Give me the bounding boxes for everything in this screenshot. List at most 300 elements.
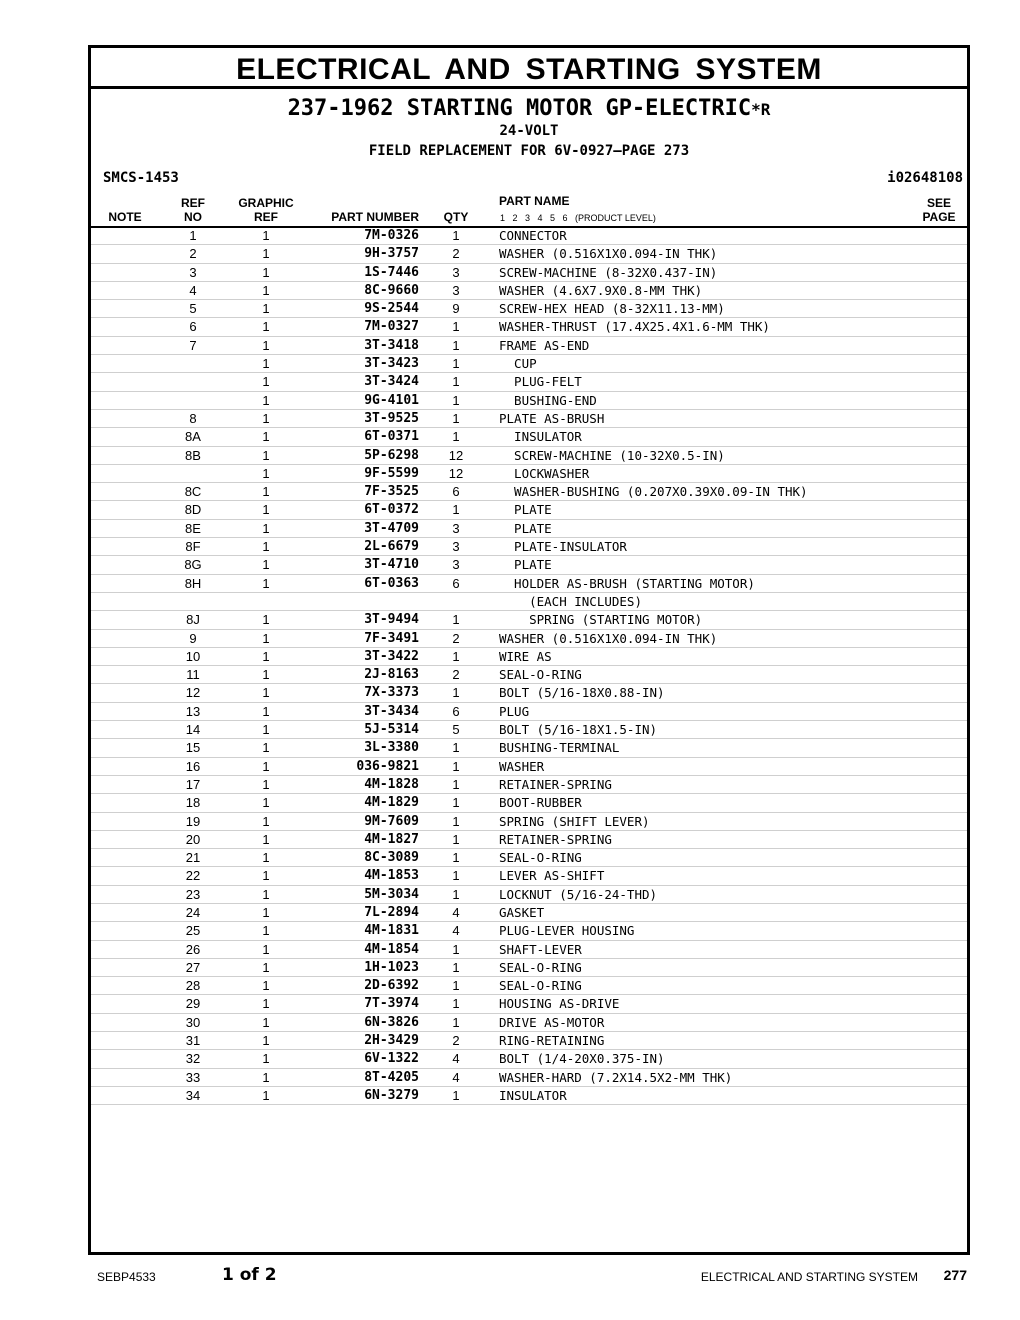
table-row [91, 977, 967, 995]
graphic-ref-cell: 1 [262, 539, 270, 555]
table-row [91, 813, 967, 831]
part-name-cell: PLATE [499, 520, 552, 536]
col-part-name: PART NAME [499, 194, 570, 208]
part-number-cell: 5M-3034 [364, 886, 419, 902]
footer-page-number: 277 [943, 1267, 967, 1283]
part-number-cell: 3T-4709 [364, 520, 419, 536]
table-row [91, 520, 967, 538]
qty-cell: 1 [452, 429, 460, 445]
qty-cell: 12 [448, 465, 464, 481]
part-name-cell: PLATE [499, 557, 552, 573]
qty-cell: 1 [452, 978, 460, 994]
part-name-cell: WASHER-BUSHING (0.207X0.39X0.09-IN THK) [499, 484, 808, 500]
part-name-cell: CONNECTOR [499, 228, 567, 243]
document-identifier: i02648108 [887, 170, 963, 186]
table-row [91, 1032, 967, 1050]
table-row [91, 245, 967, 263]
part-name-cell: BOLT (1/4-20X0.375-IN) [499, 1051, 665, 1067]
graphic-ref-cell: 1 [262, 978, 270, 994]
part-number-cell: 6V-1322 [364, 1051, 419, 1067]
table-row [91, 538, 967, 556]
ref-no-cell: 1 [189, 228, 197, 243]
part-name-cell: RING-RETAINING [499, 1033, 605, 1049]
footer-doc-id: SEBP4533 [97, 1270, 156, 1284]
graphic-ref-cell: 1 [262, 264, 270, 280]
part-number-cell: 3T-4710 [364, 557, 419, 573]
graphic-ref-cell: 1 [262, 410, 270, 426]
col-qty: QTY [443, 210, 469, 224]
table-row [91, 1087, 967, 1105]
graphic-ref-cell: 1 [262, 795, 270, 811]
part-name-cell: RETAINER-SPRING [499, 776, 612, 792]
table-row [91, 721, 967, 739]
ref-no-cell: 30 [185, 1014, 201, 1030]
table-row [91, 373, 967, 391]
qty-cell: 4 [452, 1051, 460, 1067]
qty-cell: 9 [452, 301, 460, 317]
col-graphic-top: GRAPHIC [238, 196, 294, 210]
qty-cell: 3 [452, 264, 460, 280]
part-number-cell: 3T-3434 [364, 703, 419, 719]
graphic-ref-cell: 1 [262, 356, 270, 372]
ref-no-cell: 27 [185, 959, 201, 975]
graphic-ref-cell: 1 [262, 667, 270, 683]
col-ref-top: REF [181, 196, 205, 210]
part-number-cell: 4M-1831 [364, 923, 419, 939]
ref-no-cell: 32 [185, 1051, 201, 1067]
part-name-cell: BOLT (5/16-18X0.88-IN) [499, 685, 665, 701]
ref-no-cell: 34 [185, 1087, 201, 1103]
part-number-cell: 6N-3826 [364, 1014, 419, 1030]
part-number-cell: 7X-3373 [364, 685, 419, 701]
col-graphic-bottom: REF [254, 210, 278, 224]
part-name-cell: BOOT-RUBBER [499, 795, 582, 811]
graphic-ref-cell: 1 [262, 246, 270, 262]
smcs-code: SMCS-1453 [103, 170, 179, 186]
table-row [91, 739, 967, 757]
parts-table [91, 227, 967, 1105]
graphic-ref-cell: 1 [262, 1069, 270, 1085]
part-number-cell: 8C-3089 [364, 850, 419, 866]
col-product-level: 1 2 3 4 5 6 (PRODUCT LEVEL) [500, 213, 656, 223]
part-name-cell: SEAL-O-RING [499, 978, 582, 994]
part-name-cell: SCREW-HEX HEAD (8-32X11.13-MM) [499, 301, 725, 317]
part-name-cell: PLUG-LEVER HOUSING [499, 923, 635, 939]
graphic-ref-cell: 1 [262, 557, 270, 573]
part-number-cell: 2J-8163 [364, 667, 419, 683]
part-number-cell: 6T-0363 [364, 575, 419, 591]
graphic-ref-cell: 1 [262, 685, 270, 701]
graphic-ref-cell: 1 [262, 868, 270, 884]
ref-no-cell: 25 [185, 923, 201, 939]
part-name-cell: WASHER (4.6X7.9X0.8-MM THK) [499, 282, 703, 298]
qty-cell: 3 [452, 557, 460, 573]
qty-cell: 1 [452, 1087, 460, 1103]
part-name-cell: SEAL-O-RING [499, 667, 582, 683]
part-name-cell: SPRING (STARTING MOTOR) [499, 612, 703, 628]
ref-no-cell: 8F [185, 539, 201, 555]
qty-cell: 3 [452, 282, 460, 298]
table-row [91, 1050, 967, 1068]
qty-cell: 1 [452, 228, 460, 243]
qty-cell: 1 [452, 502, 460, 518]
qty-cell: 1 [452, 886, 460, 902]
table-row [91, 776, 967, 794]
qty-cell: 1 [452, 758, 460, 774]
table-row [91, 227, 967, 245]
part-number-cell: 4M-1828 [364, 776, 419, 792]
table-row [91, 922, 967, 940]
qty-cell: 1 [452, 374, 460, 390]
ref-no-cell: 8A [185, 429, 201, 445]
section-title: ELECTRICAL AND STARTING SYSTEM [91, 50, 967, 89]
part-name-cell: SPRING (SHIFT LEVER) [499, 813, 650, 829]
qty-cell: 1 [452, 356, 460, 372]
graphic-ref-cell: 1 [262, 465, 270, 481]
qty-cell: 1 [452, 776, 460, 792]
table-row [91, 831, 967, 849]
qty-cell: 1 [452, 648, 460, 664]
graphic-ref-cell: 1 [262, 850, 270, 866]
qty-cell: 2 [452, 1033, 460, 1049]
ref-no-cell: 9 [189, 630, 197, 646]
table-row [91, 300, 967, 318]
part-number-cell: 6T-0371 [364, 429, 419, 445]
graphic-ref-cell: 1 [262, 740, 270, 756]
part-name-cell: HOLDER AS-BRUSH (STARTING MOTOR) [499, 575, 755, 591]
graphic-ref-cell: 1 [262, 923, 270, 939]
part-number-cell: 6T-0372 [364, 502, 419, 518]
table-row [91, 904, 967, 922]
part-number-cell: 3T-3422 [364, 648, 419, 664]
graphic-ref-cell: 1 [262, 831, 270, 847]
table-row [91, 1014, 967, 1032]
table-row [91, 959, 967, 977]
part-name-cell: FRAME AS-END [499, 337, 590, 353]
part-number-cell: 036-9821 [356, 758, 419, 774]
qty-cell: 1 [452, 740, 460, 756]
table-row [91, 648, 967, 666]
table-row [91, 867, 967, 885]
col-see-top: SEE [926, 196, 951, 210]
ref-no-cell: 11 [186, 667, 200, 683]
graphic-ref-cell: 1 [262, 1051, 270, 1067]
part-name-cell: PLATE AS-BRUSH [499, 410, 605, 426]
graphic-ref-cell: 1 [262, 1087, 270, 1103]
part-number-cell: 7M-0327 [364, 319, 419, 335]
part-number-cell: 3L-3380 [364, 740, 419, 756]
table-row [91, 684, 967, 702]
table-row [91, 392, 967, 410]
table-row [91, 337, 967, 355]
ref-no-cell: 14 [185, 722, 201, 738]
table-row [91, 703, 967, 721]
table-row [91, 501, 967, 519]
table-row [91, 630, 967, 648]
qty-cell: 6 [452, 575, 460, 591]
group-title-suffix: *R [751, 100, 771, 119]
col-ref-bottom: NO [184, 210, 202, 224]
ref-no-cell: 2 [189, 246, 197, 262]
ref-no-cell: 23 [185, 886, 201, 902]
table-row [91, 428, 967, 446]
part-name-cell: RETAINER-SPRING [499, 831, 612, 847]
part-name-cell: GASKET [499, 904, 545, 920]
ref-no-cell: 10 [185, 648, 201, 664]
table-row [91, 941, 967, 959]
part-number-cell: 3T-3423 [364, 356, 419, 372]
part-number-cell: 7F-3525 [364, 484, 419, 500]
ref-no-cell: 22 [185, 868, 201, 884]
group-title [91, 96, 967, 121]
graphic-ref-cell: 1 [262, 484, 270, 500]
part-name-cell: SEAL-O-RING [499, 850, 582, 866]
ref-no-cell: 33 [185, 1069, 201, 1085]
graphic-ref-cell: 1 [262, 429, 270, 445]
table-row [91, 264, 967, 282]
part-name-cell: PLUG [499, 703, 530, 719]
graphic-ref-cell: 1 [262, 1014, 270, 1030]
graphic-ref-cell: 1 [262, 337, 270, 353]
part-name-cell: BOLT (5/16-18X1.5-IN) [499, 722, 658, 738]
table-row [91, 995, 967, 1013]
part-number-cell: 1S-7446 [364, 264, 419, 280]
part-name-cell: BUSHING-TERMINAL [499, 740, 620, 756]
graphic-ref-cell: 1 [262, 228, 270, 243]
ref-no-cell: 8E [185, 520, 201, 536]
ref-no-cell: 18 [185, 795, 201, 811]
part-name-cell: SHAFT-LEVER [499, 941, 582, 957]
part-number-cell: 9S-2544 [364, 301, 419, 317]
ref-no-cell: 29 [185, 996, 201, 1012]
part-name-cell: INSULATOR [499, 1087, 567, 1103]
qty-cell: 1 [452, 612, 460, 628]
ref-no-cell: 17 [185, 776, 201, 792]
graphic-ref-cell: 1 [262, 904, 270, 920]
qty-cell: 4 [452, 1069, 460, 1085]
part-name-cell: WASHER-HARD (7.2X14.5X2-MM THK) [499, 1069, 733, 1085]
table-row [91, 355, 967, 373]
table-row [91, 849, 967, 867]
qty-cell: 6 [452, 703, 460, 719]
ref-no-cell: 15 [185, 740, 201, 756]
ref-no-cell: 8D [184, 502, 202, 518]
part-name-cell: LOCKWASHER [499, 465, 590, 481]
qty-cell: 1 [452, 959, 460, 975]
graphic-ref-cell: 1 [262, 630, 270, 646]
graphic-ref-cell: 1 [262, 612, 270, 628]
qty-cell: 1 [452, 795, 460, 811]
part-number-cell: 7L-2894 [364, 904, 419, 920]
table-row [91, 483, 967, 501]
ref-no-cell: 8J [186, 612, 200, 628]
part-name-cell: INSULATOR [499, 429, 582, 445]
part-name-cell: DRIVE AS-MOTOR [499, 1014, 605, 1030]
table-row [91, 1069, 967, 1087]
qty-cell: 1 [452, 392, 460, 408]
part-number-cell: 7M-0326 [364, 228, 419, 243]
ref-no-cell: 3 [189, 264, 197, 280]
ref-no-cell: 6 [189, 319, 197, 335]
part-number-cell: 3T-3418 [364, 337, 419, 353]
ref-no-cell: 7 [189, 337, 197, 353]
part-number-cell: 2L-6679 [364, 539, 419, 555]
part-name-cell: SCREW-MACHINE (10-32X0.5-IN) [499, 447, 725, 463]
graphic-ref-cell: 1 [262, 447, 270, 463]
qty-cell: 1 [452, 337, 460, 353]
part-number-cell: 2H-3429 [364, 1033, 419, 1049]
part-name-cell: HOUSING AS-DRIVE [499, 996, 620, 1012]
part-number-cell: 1H-1023 [364, 959, 419, 975]
footer-section: ELECTRICAL AND STARTING SYSTEM [700, 1270, 918, 1284]
qty-cell: 6 [452, 484, 460, 500]
part-name-cell: WASHER-THRUST (17.4X25.4X1.6-MM THK) [499, 319, 770, 335]
ref-no-cell: 5 [189, 301, 197, 317]
part-name-cell: CUP [499, 356, 537, 372]
ref-no-cell: 8B [185, 447, 201, 463]
graphic-ref-cell: 1 [262, 502, 270, 518]
part-name-cell: PLUG-FELT [499, 374, 582, 390]
part-name-cell: PLATE-INSULATOR [499, 539, 627, 555]
qty-cell: 3 [452, 539, 460, 555]
table-row [91, 447, 967, 465]
part-number-cell: 9F-5599 [364, 465, 419, 481]
col-part-number: PART NUMBER [331, 210, 419, 224]
qty-cell: 1 [452, 319, 460, 335]
ref-no-cell: 8G [184, 557, 202, 573]
table-row [91, 410, 967, 428]
part-name-cell: PLATE [499, 502, 552, 518]
part-name-cell: WASHER (0.516X1X0.094-IN THK) [499, 630, 718, 646]
qty-cell: 3 [452, 520, 460, 536]
part-number-cell: 9H-3757 [364, 246, 419, 262]
part-name-cell: (EACH INCLUDES) [499, 593, 642, 609]
graphic-ref-cell: 1 [262, 813, 270, 829]
part-number-cell: 9M-7609 [364, 813, 419, 829]
graphic-ref-cell: 1 [262, 1033, 270, 1049]
part-number-cell: 2D-6392 [364, 978, 419, 994]
qty-cell: 1 [452, 868, 460, 884]
qty-cell: 2 [452, 667, 460, 683]
ref-no-cell: 21 [185, 850, 201, 866]
part-number-cell: 5J-5314 [364, 722, 419, 738]
part-number-cell: 3T-9525 [364, 410, 419, 426]
part-number-cell: 7F-3491 [364, 630, 419, 646]
qty-cell: 2 [452, 630, 460, 646]
table-row [91, 318, 967, 336]
part-name-cell: WASHER (0.516X1X0.094-IN THK) [499, 246, 718, 262]
part-number-cell: 7T-3974 [364, 996, 419, 1012]
ref-no-cell: 19 [185, 813, 201, 829]
part-number-cell: 8C-9660 [364, 282, 419, 298]
voltage-subtitle: 24-VOLT [499, 123, 559, 139]
part-name-cell: WIRE AS [499, 648, 552, 664]
graphic-ref-cell: 1 [262, 319, 270, 335]
part-name-cell: LOCKNUT (5/16-24-THD) [499, 886, 658, 902]
part-number-cell: 6N-3279 [364, 1087, 419, 1103]
table-row [91, 282, 967, 300]
part-number-cell: 4M-1827 [364, 831, 419, 847]
qty-cell: 1 [452, 850, 460, 866]
part-number-cell: 5P-6298 [364, 447, 419, 463]
table-row [91, 886, 967, 904]
part-number-cell: 4M-1853 [364, 868, 419, 884]
qty-cell: 4 [452, 904, 460, 920]
ref-no-cell: 16 [185, 758, 201, 774]
group-title-text: 237-1962 STARTING MOTOR GP-ELECTRIC [287, 96, 752, 121]
graphic-ref-cell: 1 [262, 959, 270, 975]
table-row [91, 593, 967, 611]
qty-cell: 1 [452, 813, 460, 829]
graphic-ref-cell: 1 [262, 648, 270, 664]
ref-no-cell: 31 [185, 1033, 201, 1049]
col-note: NOTE [108, 210, 142, 224]
qty-cell: 1 [452, 941, 460, 957]
qty-cell: 12 [448, 447, 464, 463]
graphic-ref-cell: 1 [262, 886, 270, 902]
graphic-ref-cell: 1 [262, 520, 270, 536]
graphic-ref-cell: 1 [262, 392, 270, 408]
part-number-cell: 3T-9494 [364, 612, 419, 628]
graphic-ref-cell: 1 [262, 703, 270, 719]
ref-no-cell: 12 [185, 685, 201, 701]
ref-no-cell: 20 [185, 831, 201, 847]
ref-no-cell: 8 [189, 410, 197, 426]
replacement-subtitle: FIELD REPLACEMENT FOR 6V-0927—PAGE 273 [368, 143, 690, 159]
table-row [91, 666, 967, 684]
graphic-ref-cell: 1 [262, 301, 270, 317]
part-name-cell: BUSHING-END [499, 392, 597, 408]
ref-no-cell: 24 [185, 904, 201, 920]
part-name-cell: WASHER [499, 758, 545, 774]
graphic-ref-cell: 1 [262, 575, 270, 591]
graphic-ref-cell: 1 [262, 941, 270, 957]
part-number-cell: 3T-3424 [364, 374, 419, 390]
part-number-cell: 4M-1829 [364, 795, 419, 811]
page-frame [88, 45, 970, 1255]
qty-cell: 2 [452, 246, 460, 262]
graphic-ref-cell: 1 [262, 776, 270, 792]
graphic-ref-cell: 1 [262, 722, 270, 738]
qty-cell: 1 [452, 831, 460, 847]
qty-cell: 5 [452, 722, 460, 738]
table-row [91, 758, 967, 776]
ref-no-cell: 8C [184, 484, 202, 500]
ref-no-cell: 26 [185, 941, 201, 957]
part-name-cell: LEVER AS-SHIFT [499, 868, 605, 884]
ref-no-cell: 13 [185, 703, 201, 719]
graphic-ref-cell: 1 [262, 374, 270, 390]
graphic-ref-cell: 1 [262, 996, 270, 1012]
part-number-cell: 4M-1854 [364, 941, 419, 957]
footer-page-of: 1 of 2 [222, 1265, 277, 1285]
table-row [91, 575, 967, 593]
part-number-cell: 8T-4205 [364, 1069, 419, 1085]
qty-cell: 4 [452, 923, 460, 939]
part-name-cell: SEAL-O-RING [499, 959, 582, 975]
part-number-cell: 9G-4101 [364, 392, 419, 408]
qty-cell: 1 [452, 1014, 460, 1030]
qty-cell: 1 [452, 685, 460, 701]
table-row [91, 556, 967, 574]
graphic-ref-cell: 1 [262, 758, 270, 774]
ref-no-cell: 8H [184, 575, 202, 591]
ref-no-cell: 4 [189, 282, 197, 298]
graphic-ref-cell: 1 [262, 282, 270, 298]
qty-cell: 1 [452, 996, 460, 1012]
col-see-bottom: PAGE [922, 210, 956, 224]
table-row [91, 465, 967, 483]
